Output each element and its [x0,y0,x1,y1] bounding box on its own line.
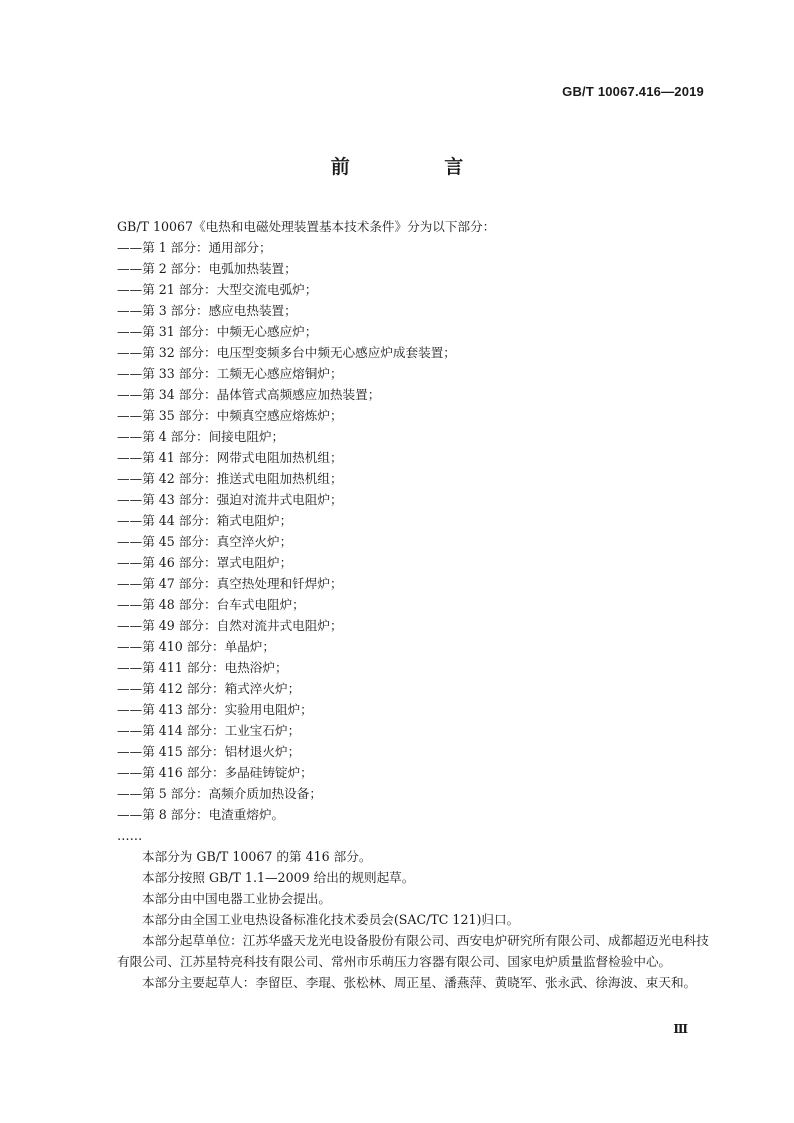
intro-paragraph: GB/T 10067《电热和电磁处理装置基本技术条件》分为以下部分： [117,219,496,234]
part-list-item: ——第 32 部分：电压型变频多台中频无心感应炉成套装置； [117,345,456,360]
part-list-item: ——第 3 部分：感应电热装置； [117,303,297,318]
part-list-item: ——第 414 部分：工业宝石炉； [117,723,301,738]
ellipsis: …… [117,828,143,843]
part-list-item: ——第 415 部分：铝材退火炉； [117,744,301,759]
standard-code: GB/T 10067.416—2019 [562,84,704,99]
part-list-item: ——第 2 部分：电弧加热装置； [117,261,297,276]
proposed-by-statement: 本部分由中国电器工业协会提出。 [142,891,331,906]
drafting-units-statement: 本部分起草单位：江苏华盛天龙光电设备股份有限公司、西安电炉研究所有限公司、成都超迈光电科技有限公司、江苏星特亮科技有限公司、常州市乐萌压力容器有限公司、国家电炉质量监督检验中心。 [117,933,709,969]
part-list-item: ——第 42 部分：推送式电阻加热机组； [117,471,343,486]
part-list-item: ——第 412 部分：箱式淬火炉； [117,681,301,696]
part-list-item: ——第 49 部分：自然对流井式电阻炉； [117,618,343,633]
part-list-item: ——第 46 部分：罩式电阻炉； [117,555,293,570]
part-list-item: ——第 413 部分：实验用电阻炉； [117,702,313,717]
part-list-item: ——第 47 部分：真空热处理和钎焊炉； [117,576,343,591]
part-list-item: ——第 43 部分：强迫对流井式电阻炉； [117,492,343,507]
drafting-rule-statement: 本部分按照 GB/T 1.1—2009 给出的规则起草。 [142,870,415,885]
part-list-item: ——第 44 部分：箱式电阻炉； [117,513,293,528]
foreword-body [117,216,711,993]
part-list-item: ——第 45 部分：真空淬火炉； [117,534,293,549]
part-list-item: ——第 8 部分：电渣重熔炉。 [117,807,285,822]
part-list-item: ——第 34 部分：晶体管式高频感应加热装置； [117,387,381,402]
part-list-item: ——第 416 部分：多晶硅铸锭炉； [117,765,313,780]
part-list-item: ——第 4 部分：间接电阻炉； [117,429,285,444]
page-number: Ⅲ [673,1022,688,1036]
page-title: 前 言 [330,156,508,178]
technical-committee-statement: 本部分由全国工业电热设备标准化技术委员会(SAC/TC 121)归口。 [142,912,520,927]
part-list-item: ——第 21 部分：大型交流电弧炉； [117,282,318,297]
part-list-item: ——第 48 部分：台车式电阻炉； [117,597,305,612]
drafters-statement: 本部分主要起草人：李留臣、李琨、张松林、周正星、潘燕萍、黄晓军、张永武、徐海波、束天和。 [142,975,697,990]
part-list-item: ——第 33 部分：工频无心感应熔铜炉； [117,366,343,381]
part-list-item: ——第 5 部分：高频介质加热设备； [117,786,322,801]
part-list-item: ——第 1 部分：通用部分； [117,240,272,255]
part-list-item: ——第 411 部分：电热浴炉； [117,660,288,675]
part-list-item: ——第 41 部分：网带式电阻加热机组； [117,450,343,465]
part-of-statement: 本部分为 GB/T 10067 的第 416 部分。 [142,849,372,864]
parts-list [117,237,711,825]
part-list-item: ——第 31 部分：中频无心感应炉； [117,324,318,339]
part-list-item: ——第 410 部分：单晶炉； [117,639,275,654]
part-list-item: ——第 35 部分：中频真空感应熔炼炉； [117,408,343,423]
